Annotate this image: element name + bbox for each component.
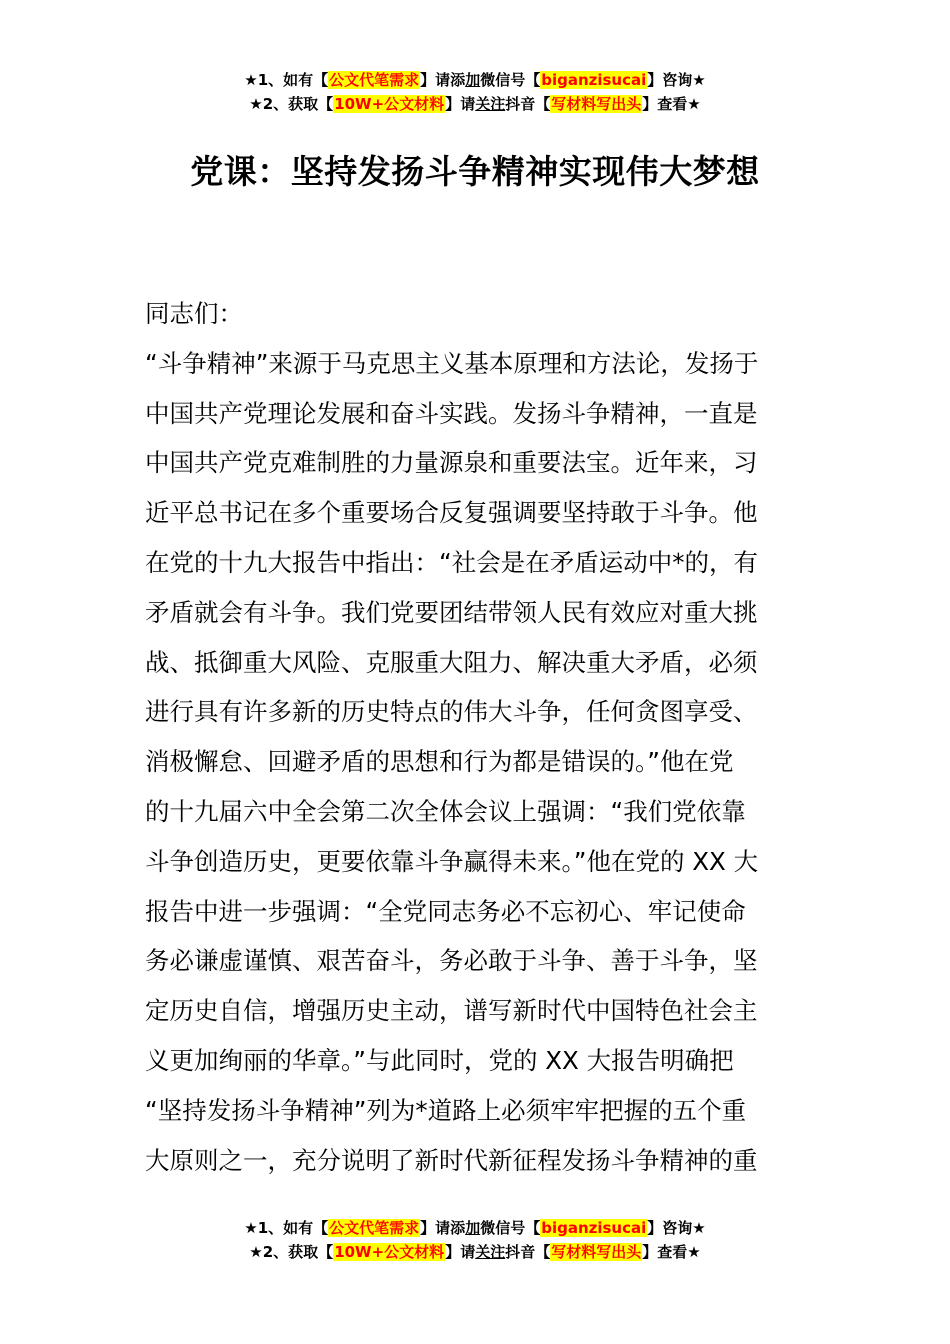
- body-line: 的十九届六中全会第二次全体会议上强调：“我们党依靠: [145, 796, 746, 826]
- header-line-1-underlined: 加: [465, 71, 481, 89]
- footer-line-1-mid1: 】请添: [420, 1219, 466, 1237]
- body-line: 同志们：: [145, 299, 243, 328]
- header-line-1-highlight: 公文代笔需求: [329, 71, 420, 89]
- header-line-2-highlight2: 写材料写出头: [551, 95, 642, 113]
- document-body: [145, 289, 810, 1185]
- body-line: 战、抵御重大风险、克服重大阻力、解决重大矛盾，必须: [145, 647, 758, 677]
- body-line: 在党的十九大报告中指出：“社会是在矛盾运动中*的，有: [145, 547, 758, 577]
- body-line: 务必谦虚谨慎、艰苦奋斗，务必敢于斗争、善于斗争，坚: [145, 946, 758, 976]
- body-line: 矛盾就会有斗争。我们党要团结带领人民有效应对重大挑: [145, 597, 758, 627]
- body-line: 义更加绚丽的华章。”与此同时，党的 XX 大报告明确把: [145, 1045, 734, 1075]
- header-line-2: [0, 92, 950, 116]
- footer-line-1-highlight: 公文代笔需求: [329, 1219, 420, 1237]
- header-line-1-suffix: 】咨询★: [647, 71, 706, 89]
- footer-line-1-suffix: 】咨询★: [647, 1219, 706, 1237]
- footer-line-2-mid1: 】请: [445, 1243, 476, 1261]
- header-line-2-prefix: ★2、获取【: [249, 95, 334, 113]
- body-line: “斗争精神”来源于马克思主义基本原理和方法论，发扬于: [145, 348, 759, 378]
- document-title: 党课：坚持发扬斗争精神实现伟大梦想: [190, 152, 760, 191]
- header-line-2-mid1: 】请: [445, 95, 476, 113]
- body-line: 斗争创造历史，更要依靠斗争赢得未来。”他在党的 XX 大: [145, 846, 759, 876]
- footer-line-1-mid2: 微信号【: [480, 1219, 541, 1237]
- footer-line-2-prefix: ★2、获取【: [249, 1243, 334, 1261]
- header-line-2-suffix: 】查看★: [642, 95, 701, 113]
- header-line-1-highlight2: biganzisucai: [541, 71, 647, 89]
- body-line: 大原则之一，充分说明了新时代新征程发扬斗争精神的重: [145, 1145, 758, 1175]
- header-line-2-mid2: 抖音【: [505, 95, 551, 113]
- body-line: 中国共产党理论发展和奋斗实践。发扬斗争精神，一直是: [145, 398, 758, 428]
- body-line: 报告中进一步强调：“全党同志务必不忘初心、牢记使命: [145, 896, 746, 926]
- footer-line-1-highlight2: biganzisucai: [541, 1219, 647, 1237]
- footer-line-1-underlined: 加: [465, 1219, 481, 1237]
- header-line-2-underlined: 关注: [475, 95, 506, 113]
- header-line-2-highlight: 10W+公文材料: [334, 95, 445, 113]
- body-line: 消极懈怠、回避矛盾的思想和行为都是错误的。”他在党: [145, 747, 734, 777]
- header-line-1-mid1: 】请添: [420, 71, 466, 89]
- body-line: 中国共产党克难制胜的力量源泉和重要法宝。近年来，习: [145, 448, 758, 478]
- body-line: 近平总书记在多个重要场合反复强调要坚持敢于斗争。他: [145, 498, 758, 528]
- footer-line-2-highlight2: 写材料写出头: [551, 1243, 642, 1261]
- body-line: 进行具有许多新的历史特点的伟大斗争，任何贪图享受、: [145, 697, 758, 727]
- header-line-1-prefix: ★1、如有【: [244, 71, 329, 89]
- footer-line-2-suffix: 】查看★: [642, 1243, 701, 1261]
- footer-line-1-prefix: ★1、如有【: [244, 1219, 329, 1237]
- body-line: 定历史自信，增强历史主动，谱写新时代中国特色社会主: [145, 996, 758, 1026]
- footer-line-2: [0, 1240, 950, 1264]
- header-line-1-mid2: 微信号【: [480, 71, 541, 89]
- footer-line-2-underlined: 关注: [475, 1243, 506, 1261]
- footer-line-1: [0, 1216, 950, 1240]
- body-line: “坚持发扬斗争精神”列为*道路上必须牢牢把握的五个重: [145, 1095, 747, 1125]
- footer-line-2-mid2: 抖音【: [505, 1243, 551, 1261]
- footer-line-2-highlight: 10W+公文材料: [334, 1243, 445, 1261]
- footer-banner: [0, 1216, 950, 1264]
- header-line-1: [0, 68, 950, 92]
- header-banner: [0, 68, 950, 116]
